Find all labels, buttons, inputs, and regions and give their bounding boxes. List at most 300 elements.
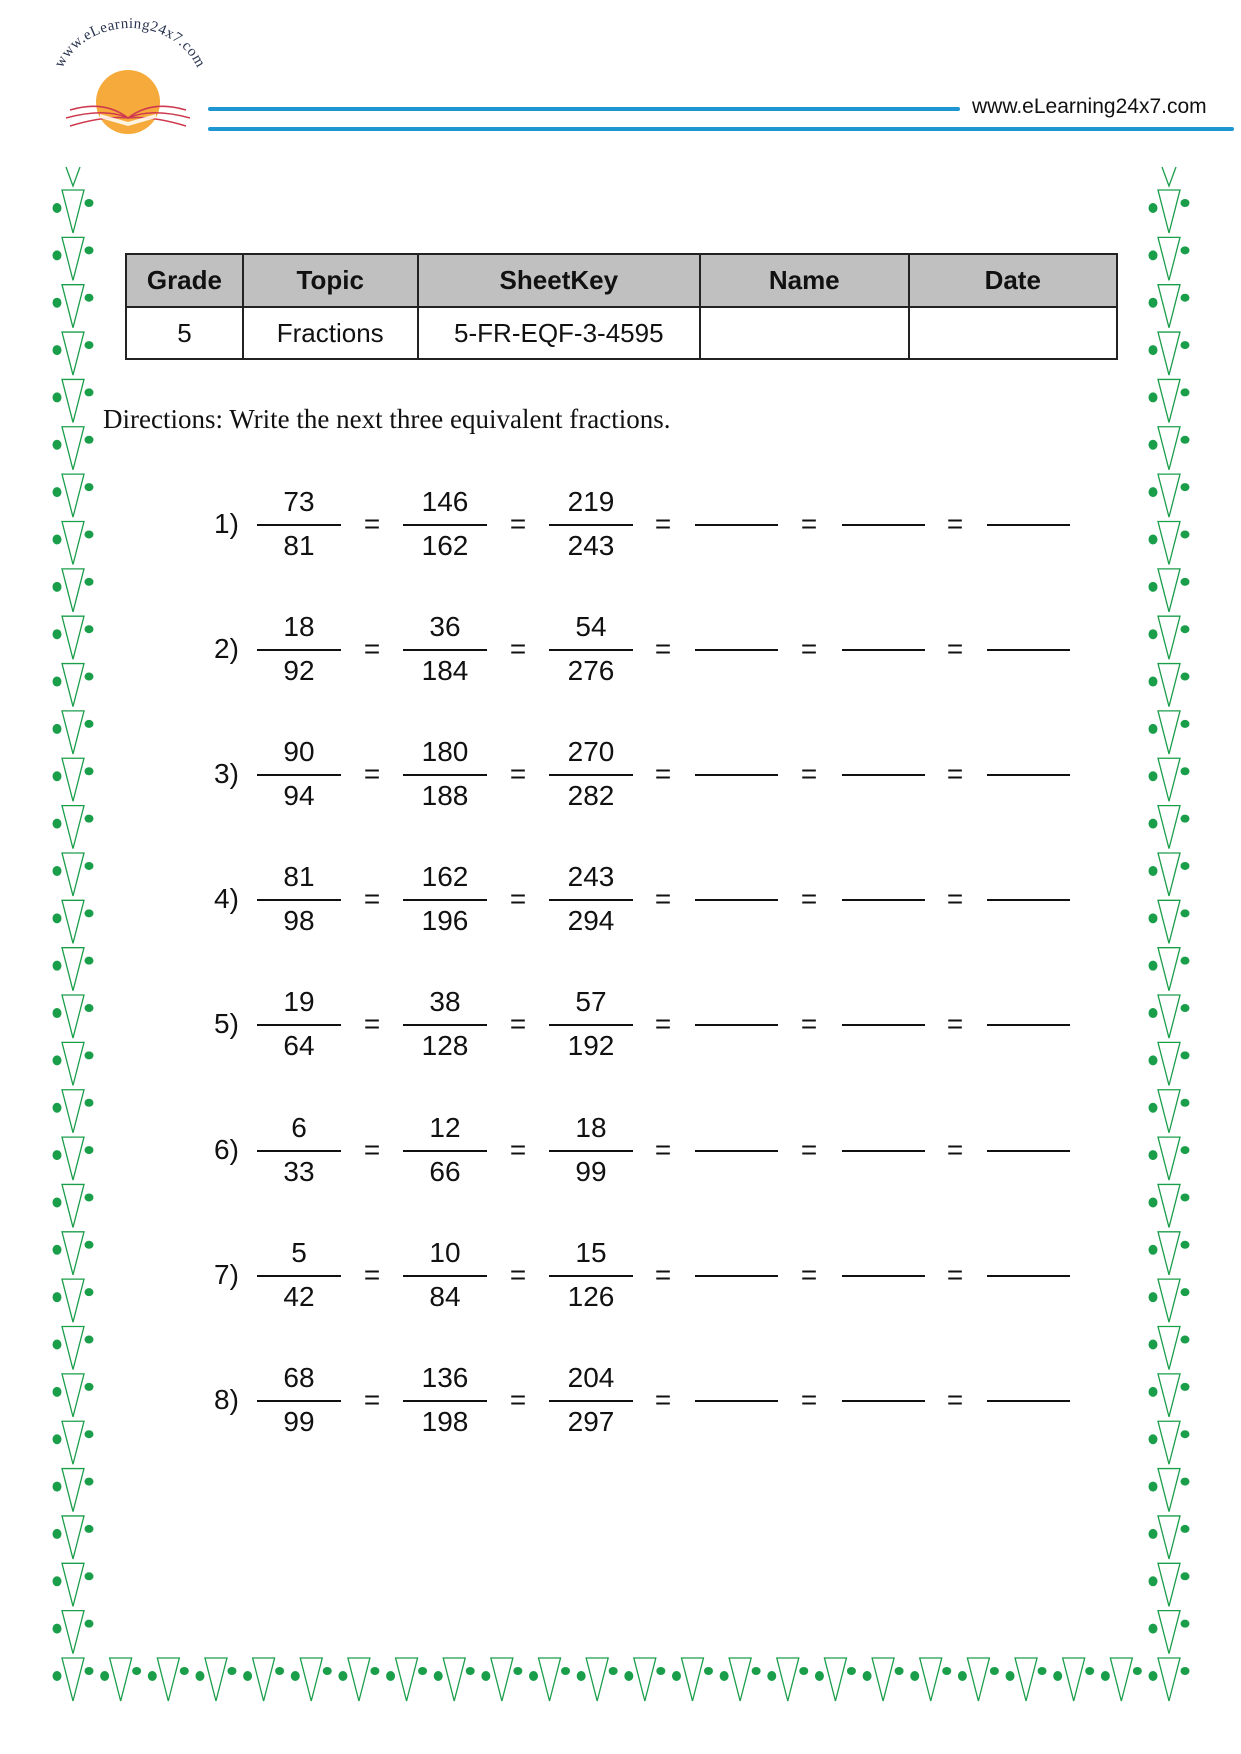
answer-blank[interactable] (842, 1400, 925, 1402)
name-field[interactable] (700, 307, 909, 359)
border-ornament (53, 1279, 94, 1322)
dot-icon (1149, 1387, 1158, 1397)
grade-header: Grade (126, 254, 243, 307)
dot-icon (1149, 1624, 1158, 1634)
dot-icon (1149, 1197, 1158, 1207)
dot-icon (85, 1051, 94, 1059)
fraction-bar (403, 774, 487, 776)
triangle-icon (967, 1658, 989, 1701)
dot-icon (85, 909, 94, 917)
dot-icon (1101, 1671, 1110, 1681)
border-ornament (863, 1658, 904, 1701)
dot-icon (863, 1671, 872, 1681)
border-ornament (53, 806, 94, 849)
triangle-icon (1158, 1279, 1180, 1322)
dot-icon (53, 819, 62, 829)
numerator: 136 (421, 1361, 469, 1393)
triangle-icon (62, 1137, 84, 1180)
dot-icon (1181, 767, 1190, 775)
triangle-icon (1158, 1327, 1180, 1370)
denominator: 92 (283, 655, 315, 687)
triangle-icon (1158, 237, 1180, 280)
border-ornament (53, 1232, 94, 1275)
triangle-icon (539, 1658, 561, 1701)
dot-icon (1149, 1434, 1158, 1444)
border-ornament (1149, 1374, 1190, 1417)
triangle-icon (62, 1658, 84, 1701)
equals-sign: = (800, 1133, 818, 1165)
numerator: 18 (283, 611, 315, 643)
dot-icon (1149, 534, 1158, 544)
dot-icon (53, 1671, 62, 1681)
triangle-icon (62, 1042, 84, 1085)
triangle-icon (62, 853, 84, 896)
answer-blank[interactable] (987, 1400, 1070, 1402)
dot-icon (1181, 815, 1190, 823)
triangle-icon (681, 1658, 703, 1701)
triangle-icon (62, 285, 84, 328)
equals-sign: = (946, 633, 964, 665)
dot-icon (85, 436, 94, 444)
border-ornament (53, 237, 94, 280)
triangle-icon (1158, 616, 1180, 659)
border-ornament (53, 1090, 94, 1133)
triangle-icon (62, 806, 84, 849)
date-field[interactable] (909, 307, 1118, 359)
dot-icon (1181, 720, 1190, 728)
dot-icon (1149, 629, 1158, 639)
equals-sign: = (946, 1133, 964, 1165)
border-ornament (577, 1658, 618, 1701)
dot-icon (1181, 1478, 1190, 1486)
dot-icon (529, 1671, 538, 1681)
dot-icon (1149, 1150, 1158, 1160)
answer-blank[interactable] (695, 774, 778, 776)
info-table (125, 253, 1118, 360)
denominator: 81 (283, 530, 315, 561)
equals-sign: = (654, 1133, 672, 1165)
problem-number: 1) (214, 508, 239, 539)
border-ornament (53, 853, 94, 896)
border-ornament (195, 1658, 236, 1701)
dot-icon (53, 771, 62, 781)
answer-blank[interactable] (842, 774, 925, 776)
dot-icon (1149, 1482, 1158, 1492)
dot-icon (815, 1671, 824, 1681)
answer-blank[interactable] (695, 899, 778, 901)
dot-icon (132, 1667, 141, 1675)
dot-icon (85, 815, 94, 823)
answer-blank[interactable] (842, 524, 925, 526)
border-ornament (1149, 1611, 1190, 1654)
triangle-icon (1158, 285, 1180, 328)
equals-sign: = (800, 508, 818, 539)
info-table-header-row (126, 254, 1117, 307)
border-ornament (53, 1563, 94, 1606)
sheetkey-header: SheetKey (418, 254, 700, 307)
numerator: 204 (567, 1361, 615, 1393)
numerator: 270 (567, 736, 615, 768)
answer-blank[interactable] (695, 1400, 778, 1402)
border-ornament (53, 1374, 94, 1417)
border-ornament (1149, 995, 1190, 1038)
dot-icon (323, 1667, 332, 1675)
dot-icon (1149, 250, 1158, 260)
dot-icon (1181, 294, 1190, 302)
dot-icon (1181, 1288, 1190, 1296)
dot-icon (148, 1671, 157, 1681)
border-ornament (1149, 711, 1190, 754)
triangle-icon (1158, 1658, 1180, 1701)
numerator: 19 (283, 986, 315, 1018)
equals-sign: = (363, 1133, 381, 1165)
fraction-bar (549, 524, 633, 526)
dot-icon (85, 1430, 94, 1438)
denominator: 126 (567, 1280, 615, 1312)
border-ornament (481, 1658, 522, 1701)
dot-icon (1149, 298, 1158, 308)
equals-sign: = (509, 1133, 527, 1165)
dot-icon (1149, 1245, 1158, 1255)
triangle-icon (1158, 806, 1180, 849)
triangle-icon (1158, 427, 1180, 470)
dot-icon (1181, 1004, 1190, 1012)
border-ornament (720, 1658, 761, 1701)
triangle-icon (396, 1658, 418, 1701)
triangle-icon (634, 1658, 656, 1701)
dot-icon (1181, 246, 1190, 254)
border-ornament (1149, 664, 1190, 707)
equals-sign: = (654, 508, 672, 539)
triangle-icon (1158, 1232, 1180, 1275)
equals-sign: = (800, 633, 818, 665)
dot-icon (1149, 1103, 1158, 1113)
equals-sign: = (509, 1008, 527, 1040)
dot-icon (53, 913, 62, 923)
border-ornament (53, 616, 94, 659)
dot-icon (275, 1667, 284, 1675)
border-ornament (1149, 806, 1190, 849)
triangle-icon (62, 1327, 84, 1370)
problem-number: 6) (214, 1133, 239, 1165)
answer-blank[interactable] (987, 899, 1070, 901)
triangle-icon (824, 1658, 846, 1701)
dot-icon (370, 1667, 379, 1675)
dot-icon (85, 1336, 94, 1344)
numerator: 243 (567, 861, 615, 893)
dot-icon (85, 341, 94, 349)
dot-icon (799, 1667, 808, 1675)
equals-sign: = (509, 758, 527, 790)
triangle-icon (62, 569, 84, 612)
border-ornament (1149, 474, 1190, 517)
triangle-icon (62, 190, 84, 233)
border-ornament (1149, 758, 1190, 801)
answer-blank[interactable] (695, 524, 778, 526)
border-ornament (53, 190, 94, 233)
numerator: 12 (429, 1111, 461, 1143)
triangle-icon (443, 1658, 465, 1701)
answer-blank[interactable] (987, 1275, 1070, 1277)
denominator: 33 (283, 1155, 315, 1187)
dot-icon (53, 1150, 62, 1160)
grade-value: 5 (126, 307, 243, 359)
dot-icon (85, 578, 94, 586)
border-ornament (148, 1658, 189, 1701)
dot-icon (1006, 1671, 1015, 1681)
dot-icon (1181, 1525, 1190, 1533)
denominator: 64 (283, 1030, 315, 1062)
triangle-icon (1158, 1042, 1180, 1085)
triangle-icon (62, 1611, 84, 1654)
triangle-icon (1158, 1090, 1180, 1133)
dot-icon (1181, 1336, 1190, 1344)
dot-icon (990, 1667, 999, 1675)
equals-sign: = (800, 758, 818, 790)
dot-icon (85, 1620, 94, 1628)
triangle-icon (1158, 1469, 1180, 1512)
dot-icon (53, 345, 62, 355)
triangle-icon (1158, 1374, 1180, 1417)
dot-icon (85, 1478, 94, 1486)
fraction-bar (549, 1275, 633, 1277)
dot-icon (672, 1671, 681, 1681)
border-ornament (53, 427, 94, 470)
triangle-icon (1015, 1658, 1037, 1701)
dot-icon (85, 1383, 94, 1391)
numerator: 81 (283, 861, 315, 893)
dot-icon (1149, 961, 1158, 971)
triangle-icon (205, 1658, 227, 1701)
answer-blank[interactable] (842, 899, 925, 901)
dot-icon (1038, 1667, 1047, 1675)
dot-icon (1149, 582, 1158, 592)
numerator: 18 (575, 1111, 607, 1143)
dot-icon (1181, 673, 1190, 681)
triangle-icon (920, 1658, 942, 1701)
equals-sign: = (800, 1008, 818, 1040)
dot-icon (1149, 1008, 1158, 1018)
triangle-icon (62, 758, 84, 801)
triangle-icon (1158, 332, 1180, 375)
numerator: 90 (283, 736, 315, 768)
denominator: 198 (421, 1405, 469, 1437)
dot-icon (53, 1482, 62, 1492)
fraction-bar (403, 1400, 487, 1402)
border-ornament (1006, 1658, 1047, 1701)
dot-icon (847, 1667, 856, 1675)
dot-icon (1181, 578, 1190, 586)
numerator: 73 (283, 486, 315, 517)
dot-icon (85, 294, 94, 302)
fraction-bar (257, 524, 341, 526)
equals-sign: = (946, 508, 964, 539)
dot-icon (53, 1292, 62, 1302)
dot-icon (53, 298, 62, 308)
dot-icon (1181, 199, 1190, 207)
denominator: 294 (567, 905, 615, 937)
border-ornament (53, 1611, 94, 1654)
dot-icon (1181, 1620, 1190, 1628)
answer-blank[interactable] (695, 1150, 778, 1152)
topic-header: Topic (243, 254, 418, 307)
dot-icon (53, 487, 62, 497)
answer-blank[interactable] (987, 1150, 1070, 1152)
border-ornament (434, 1658, 475, 1701)
triangle-icon (777, 1658, 799, 1701)
equals-sign: = (509, 633, 527, 665)
dot-icon (1149, 1055, 1158, 1065)
answer-blank[interactable] (695, 1024, 778, 1026)
dot-icon (85, 483, 94, 491)
dot-icon (609, 1667, 618, 1675)
border-ornament (1149, 1327, 1190, 1370)
dot-icon (85, 1146, 94, 1154)
dot-icon (53, 1434, 62, 1444)
fraction-bar (403, 899, 487, 901)
dot-icon (1181, 436, 1190, 444)
dot-icon (53, 440, 62, 450)
triangle-icon (62, 427, 84, 470)
border-ornament (291, 1658, 332, 1701)
dot-icon (85, 767, 94, 775)
answer-blank[interactable] (842, 1150, 925, 1152)
dot-icon (720, 1671, 729, 1681)
border-ornament (53, 1469, 94, 1512)
equals-sign: = (946, 758, 964, 790)
numerator: 57 (575, 986, 607, 1018)
dot-icon (85, 957, 94, 965)
dot-icon (1149, 1671, 1158, 1681)
triangle-icon (300, 1658, 322, 1701)
dot-icon (1149, 724, 1158, 734)
triangle-icon (1158, 379, 1180, 422)
denominator: 196 (421, 905, 469, 937)
dot-icon (53, 866, 62, 876)
dot-icon (481, 1671, 490, 1681)
answer-blank[interactable] (987, 1024, 1070, 1026)
answer-blank[interactable] (842, 1275, 925, 1277)
answer-blank[interactable] (987, 649, 1070, 651)
fraction-bar (549, 1400, 633, 1402)
border-ornament (53, 1516, 94, 1559)
answer-blank[interactable] (695, 1275, 778, 1277)
border-ornament (1101, 1658, 1142, 1701)
triangle-icon (1158, 664, 1180, 707)
dot-icon (1149, 1576, 1158, 1586)
dot-icon (53, 1008, 62, 1018)
answer-blank[interactable] (695, 649, 778, 651)
dot-icon (1181, 909, 1190, 917)
topic-value: Fractions (243, 307, 418, 359)
denominator: 99 (575, 1155, 607, 1187)
fraction-bar (549, 1150, 633, 1152)
denominator: 243 (567, 530, 615, 561)
equals-sign: = (800, 1258, 818, 1290)
fraction-bar (403, 524, 487, 526)
problem-number: 2) (214, 633, 239, 665)
denominator: 66 (429, 1155, 461, 1187)
answer-blank[interactable] (842, 649, 925, 651)
fraction-bar (257, 899, 341, 901)
border-ornament (1149, 1421, 1190, 1464)
denominator: 188 (421, 780, 469, 812)
numerator: 36 (429, 611, 461, 643)
triangle-icon (62, 1184, 84, 1227)
dot-icon (1149, 392, 1158, 402)
dot-icon (752, 1667, 761, 1675)
answer-blank[interactable] (987, 524, 1070, 526)
dot-icon (85, 673, 94, 681)
dot-icon (227, 1667, 236, 1675)
triangle-icon (1158, 1421, 1180, 1464)
border-ornament (1149, 948, 1190, 991)
date-header: Date (909, 254, 1118, 307)
triangle-icon (62, 616, 84, 659)
equals-sign: = (509, 1258, 527, 1290)
border-ornament (53, 900, 94, 943)
border-ornament (1149, 332, 1190, 375)
dot-icon (243, 1671, 252, 1681)
numerator: 146 (421, 486, 469, 517)
triangle-icon (872, 1658, 894, 1701)
triangle-icon (586, 1658, 608, 1701)
border-ornament (767, 1658, 808, 1701)
denominator: 276 (567, 655, 615, 687)
border-ornament (1149, 427, 1190, 470)
fraction-bar (549, 649, 633, 651)
border-ornament (910, 1658, 951, 1701)
dot-icon (53, 203, 62, 213)
border-ornament (1149, 853, 1190, 896)
border-ornament (1149, 1042, 1190, 1085)
border-ornament (53, 379, 94, 422)
fraction-bar (257, 1400, 341, 1402)
dot-icon (85, 1099, 94, 1107)
equals-sign: = (509, 1383, 527, 1415)
border-ornament (243, 1658, 284, 1701)
dot-icon (53, 629, 62, 639)
triangle-icon (62, 1232, 84, 1275)
fraction-bar (549, 899, 633, 901)
triangle-icon (1158, 1137, 1180, 1180)
triangle-icon (62, 1469, 84, 1512)
border-ornament (53, 1421, 94, 1464)
border-ornament (1149, 900, 1190, 943)
dot-icon (85, 246, 94, 254)
triangle-icon (62, 1516, 84, 1559)
dot-icon (1181, 625, 1190, 633)
dot-icon (85, 1525, 94, 1533)
dot-icon (513, 1667, 522, 1675)
triangle-icon (62, 1090, 84, 1133)
dot-icon (1149, 440, 1158, 450)
border-ornament (672, 1658, 713, 1701)
dot-icon (180, 1667, 189, 1675)
dot-icon (85, 625, 94, 633)
triangle-icon (62, 711, 84, 754)
triangle-icon (1158, 1184, 1180, 1227)
answer-blank[interactable] (842, 1024, 925, 1026)
triangle-icon (1158, 474, 1180, 517)
dot-icon (53, 724, 62, 734)
answer-blank[interactable] (987, 774, 1070, 776)
dot-icon (1181, 388, 1190, 396)
border-ornament (1149, 190, 1190, 233)
dot-icon (1149, 866, 1158, 876)
dot-icon (85, 1241, 94, 1249)
dot-icon (53, 1624, 62, 1634)
